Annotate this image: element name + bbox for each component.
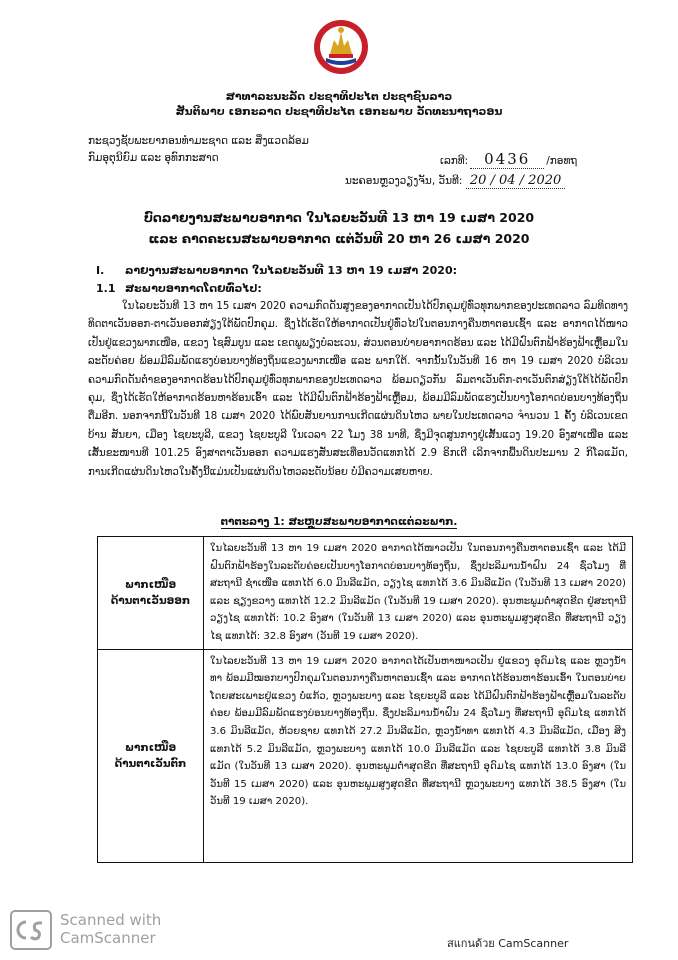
reference-label: ເລກທີ: [440,155,469,167]
table-row [98,537,633,650]
table-caption-text: ຕາຕະລາງ 1: ສະຫຼຸບສະພາບອາກາດແຕ່ລະພາກ. [220,516,458,528]
report-subtitle: ແລະ ຄາດຄະເນສະພາບອາກາດ ແຕ່ວັນທີ 20 ຫາ 26 ເມສາ 2020 [148,231,530,246]
table-row [98,649,633,862]
lao-emblem-icon [312,18,370,76]
region-summary: ໃນໄລຍະວັນທີ 13 ຫາ 19 ເມສາ 2020 ອາກາດໄດ້ໜາວເປັນ ໃນຕອນກາງຄືນຫາຕອນເຊົ້າ ແລະ ໄດ້ມີຝົນຕົກຟ້າຮ້ອງໃນລະດັບຄ່ອຍເປັນບາງໂອກາດບ່ອນບາງທ້ອງຖິ່ນ, ຊຶ່ງປະລິມານນ້ຳຝົນ 24 ຊົ່ວໂມງ ທີ່ສະຖານີ ຊຳເໜືອ ແທກໄດ້ 6.0 ມິນລີແມັດ, ວຽງໄຊ ແທກໄດ້ 3.6 ມິນລີແມັດ (ໃນວັນທີ 13 ເມສາ 2020) ແລະ ຊຽງຂວາງ ແທກໄດ້ 12.2 ມິນລີແມັດ (ໃນວັນທີ 19 ເມສາ 2020). ອຸນຫະພູມຕ່ຳສຸດຂີດ ຢູ່ສະຖານີ ວຽງໄຊ ແທກໄດ້: 10.2 ອົງສາ (ໃນວັນທີ 13 ເມສາ 2020) ແລະ ອຸນຫະພູມສູງສຸດຂີດ ທີ່ສະຖານີ ວຽງໄຊ ແທກໄດ້: 32.8 ອົງສາ (ວັນທີ 19 ເມສາ 2020). [204,537,633,650]
subsection-heading: ສະພາບອາກາດໂດຍທົ່ວໄປ: [125,282,262,295]
country-name: ສາທາລະນະລັດ ປະຊາທິປະໄຕ ປະຊາຊົນລາວ [225,90,453,103]
reference-suffix: /ກອທຖ [546,155,578,167]
reference-value: 0436 [470,150,544,169]
place-date [345,173,565,189]
region-cell [98,649,204,862]
region-subname: ດ້ານຕາເວັນຕົກ [114,757,187,770]
reference-number [440,150,577,169]
region-name: ພາກເໜືອ [124,741,177,754]
department-name: ກົມອຸຕຸນິຍົມ ແລະ ອຸທົກກະສາດ [88,152,219,164]
section-heading: ລາຍງານສະພາບອາກາດ ໃນໄລຍະວັນທີ 13 ຫາ 19 ເມສາ 2020: [125,264,458,277]
table-caption [0,516,678,528]
date-label: ນະຄອນຫຼວງວຽງຈັນ, ວັນທີ: [345,175,463,187]
region-subname: ດ້ານຕາເວັນອອກ [110,594,191,607]
region-name: ພາກເໜືອ [124,578,177,591]
region-cell [98,537,204,650]
watermark-line2: CamScanner [60,929,156,947]
report-title: ບົດລາຍງານສະພາບອາກາດ ໃນໄລຍະວັນທີ 13 ຫາ 19 ເມສາ 2020 [143,210,535,225]
section-number: I. [96,264,105,277]
ministry-name: ກະຊວງຊັບພະຍາກອນທຳມະຊາດ ແລະ ສິ່ງແວດລ້ອມ [88,135,309,147]
national-motto: ສັນຕິພາບ ເອກະລາດ ປະຊາທິປະໄຕ ເອກະພາບ ວັດທະນາຖາວອນ [175,105,503,118]
subsection-number: 1.1 [96,282,116,295]
date-value: 20 / 04 / 2020 [466,173,565,189]
region-summary: ໃນໄລຍະວັນທີ 13 ຫາ 19 ເມສາ 2020 ອາກາດໄດ້ເປັນຫາໜາວເປັນ ຢູ່ແຂວງ ອຸດົມໄຊ ແລະ ຫຼວງນ້ຳທາ ພ້ອມມີໝອກບາງປົກຄຸມໃນຕອນກາງຄືນຫາຕອນເຊົ້າ ແລະ ອາກາດໄດ້ຮ້ອນຫາຮ້ອນເອົ້າ ໃນຕອນບ່າຍໂດຍສະເພາະຢູ່ແຂວງ ບໍ່ແກ້ວ, ຫຼວງພະບາງ ແລະ ໄຊຍະບູລີ ແລະ ໄດ້ມີຝົນຕົກຟ້າຮ້ອງຟ້າເຫຼື້ອມໃນລະດັບຄ່ອຍ ພ້ອມມີລົມພັດແຮງບ່ອນບາງທ້ອງຖິ່ນ. ຊຶ່ງປະລິມານນ້ຳຝົນ 24 ຊົ່ວໂມງ ທີ່ສະຖານີ ອຸດົມໄຊ ແທກໄດ້ 3.6 ມິນລີແມັດ, ຫ້ວຍຊາຍ ແທກໄດ້ 27.2 ມິນລີແມັດ, ຫຼວງນ້ຳທາ ແທກໄດ້ 4.3 ມິນລີແມັດ, ເມືອງ ສິງ ແທກໄດ້ 5.2 ມິນລີແມັດ, ຫຼວງພະບາງ ແທກໄດ້ 10.0 ມິນລີແມັດ ແລະ ໄຊຍະບູລີ ແທກໄດ້ 3.8 ມິນລີແມັດ (ໃນວັນທີ 13 ເມສາ 2020). ອຸນຫະພູມຕ່ຳສຸດຂີດ ທີ່ສະຖານີ ອຸດົມໄຊ ແທກໄດ້ 13.0 ອົງສາ (ໃນວັນທີ 15 ເມສາ 2020) ແລະ ອຸນຫະພູມສູງສຸດຂີດ ທີ່ສະຖານີ ຫຼວງພະບາງ ແທກໄດ້ 38.5 ອົງສາ (ໃນວັນທີ 19 ເມສາ 2020). [204,649,633,862]
general-weather-paragraph: ໃນໄລຍະວັນທີ 13 ຫາ 15 ເມສາ 2020 ຄວາມກົດດັນສູງຂອງອາກາດເປັນໄດ້ປົກຄຸມຢູ່ທົ່ວທຸກພາກຂອງປະເທດລາວ ລົມທິດທາງທິດຕາເວັນອອກ-ຕາເວັນອອກສ່ຽງໃຕ້ພັດປົກຄຸມ. ຊຶ່ງໄດ້ເຮັດໃຫ້ອາກາດເປັນຢູ່ທົ່ວໄປໃນຕອນກາງຄືນຫາຕອນເຊົ້າ ແລະ ອາກາດໄດ້ໜາວເປັນຢູ່ແຂວງພາກເໜືອ, ແຂວງ ໄຊສົມບູນ ແລະ ເຂດພູພຽງບໍລະເວນ, ສ່ວນຕອນບ່າຍອາກາດຮ້ອນ ແລະ ໄດ້ມີຝົນຕົກຟ້າຮ້ອງຟ້າເຫຼື້ອມໃນລະດັບຄ່ອຍ ພ້ອມມີລົມພັດແຮງບ່ອນບາງທ້ອງຖິ່ນແຂວງພາກເໜືອ ແລະ ພາກໃຕ້. ຈາກນັ້ນໃນວັນທີ 16 ຫາ 19 ເມສາ 2020 ບໍລິເວນຄວາມກົດດັນຕ່ຳຂອງອາກາດຮ້ອນໄດ້ປົກຄຸມຢູ່ທົ່ວທຸກພາກຂອງປະເທດລາວ ພ້ອມດຽວກັນ ລົມຕາເວັນຕົກ-ຕາເວັນຕົກສ່ຽງໃຕ້ໄດ້ພັດປົກຄຸມ, ຊຶ່ງໄດ້ເຮັດໃຫ້ອາກາດຮ້ອນຫາຮ້ອນເອົ້າ ແລະ ໄດ້ມີຝົນຕົກຟ້າຮ້ອງຟ້າເຫຼື້ອມ, ພ້ອມມີລົມພັດແຮງເປັນບາງໂອກາດບ່ອນບາງທ້ອງຖິ່ນຕື່ມອີກ. ນອກຈາກນີ້ໃນວັນທີ 18 ເມສາ 2020 ໄດ້ພົບສັນຍານການເກີດແຜ່ນດິນໄຫວ ພາຍໃນປະເທດລາວ ຈຳນວນ 1 ຄັ້ງ ບໍລິເວນເຂດບ້ານ ສັນຍາ, ເມືອງ ໄຊຍະບູລີ, ແຂວງ ໄຊຍະບູລີ ໃນເວລາ 22 ໂມງ 38 ນາທີ, ຊຶ່ງມີຈຸດສູນກາງຢູ່ເສັ້ນແວງ 19.20 ອົງສາເໜືອ ແລະ ເສັ້ນຂະໜານທີ 101.25 ອົງສາຕາເວັນອອກ ຄວາມແຮງສັ່ນສະເທືອນວັດແທກໄດ້ 2.9 ຣິກເຕີ ເລິກຈາກພື້ນດິນປະມານ 2 ກິໂລແມັດ, ການເກີດແຜ່ນດິນໄຫວໃນຄັ້ງນີ້ແມ່ນເປັນແຜ່ນດິນໄຫວລະດັບນ້ອຍ ບໍ່ມີຄວາມເສຍຫາຍ. [88,301,628,478]
camscanner-logo-icon [10,910,52,950]
watermark-footer: สแกนด้วย CamScanner [447,937,569,950]
regional-weather-table [97,536,633,863]
watermark-line1: Scanned with [60,911,162,929]
